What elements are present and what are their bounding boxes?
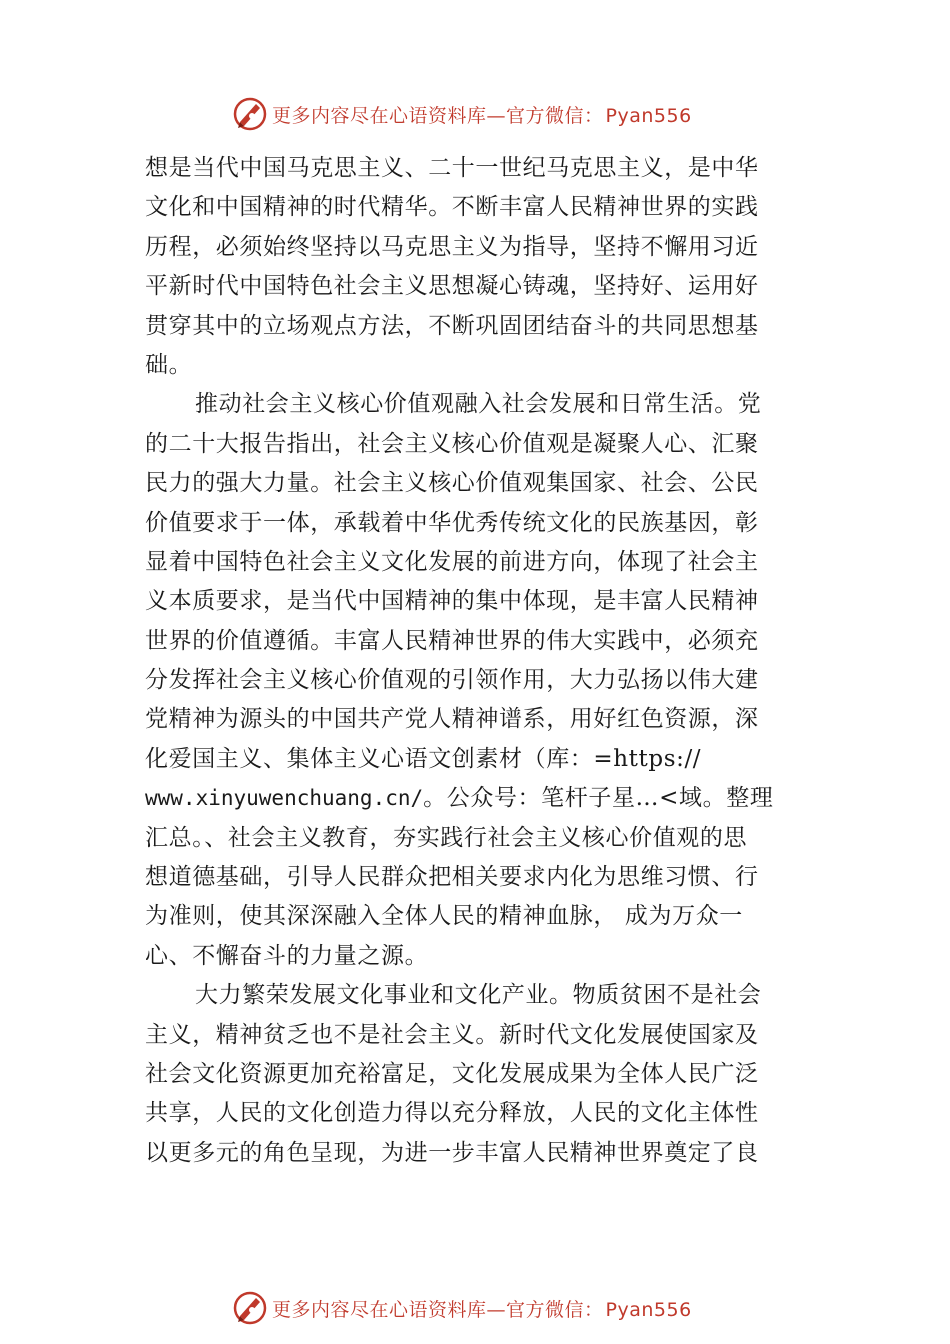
footer-banner-wechat-label: 官方微信： [506, 1298, 604, 1321]
text-line-url [145, 779, 810, 818]
url-text: www.xinyuwenchuang.cn/ [145, 786, 424, 811]
text-line: 为准则，使其深深融入全体人民的精神血脉， 成为万众一 [145, 903, 743, 930]
text-line: 化爱国主义、集体主义心语文创素材（库：=https:// [145, 745, 702, 772]
header-banner [232, 96, 732, 132]
text-line: 显着中国特色社会主义文化发展的前进方向，体现了社会主 [145, 548, 759, 575]
text-line: 分发挥社会主义核心价值观的引领作用，大力弘扬以伟大建 [145, 667, 759, 694]
text-line: 想是当代中国马克思主义、二十一世纪马克思主义，是中华 [145, 155, 759, 181]
text-line: 价值要求于一体，承载着中华优秀传统文化的民族基因，彰 [145, 509, 759, 536]
footer-banner-main: 更多内容尽在心语资料库 [272, 1298, 487, 1321]
text-line: 础。 [145, 351, 193, 378]
text-line: 汇总。、社会主义教育，夯实践行社会主义核心价值观的思 [145, 824, 748, 851]
text-line: 历程，必须始终坚持以马克思主义为指导，坚持不懈用习近 [145, 233, 759, 260]
text-line: 心、不懈奋斗的力量之源。 [145, 942, 429, 969]
text-line: 党精神为源头的中国共产党人精神谱系，用好红色资源，深 [145, 706, 759, 733]
text-line: 义本质要求，是当代中国精神的集中体现，是丰富人民精神 [145, 588, 759, 615]
text-line: 共享，人民的文化创造力得以充分释放，人民的文化主体性 [145, 1100, 759, 1127]
header-banner-wechat-id: Pyan556 [605, 104, 692, 127]
text-line: 主义，精神贫乏也不是社会主义。新时代文化发展使国家及 [145, 1021, 759, 1048]
header-banner-text [272, 101, 692, 128]
text-line: 的二十大报告指出，社会主义核心价值观是凝聚人心、汇聚 [145, 430, 759, 457]
footer-banner-text [272, 1295, 692, 1322]
footer-banner-dash: — [486, 1298, 507, 1321]
header-banner-dash: — [486, 104, 507, 127]
document-body [145, 149, 810, 1173]
text-line: 社会文化资源更加充裕富足，文化发展成果为全体人民广泛 [145, 1060, 759, 1087]
footer-banner [232, 1290, 732, 1326]
text-line: 以更多元的角色呈现，为进一步丰富人民精神世界奠定了良 [145, 1139, 759, 1166]
text-line: 贯穿其中的立场观点方法，不断巩固团结奋斗的共同思想基 [145, 312, 759, 339]
text-line: 平新时代中国特色社会主义思想凝心铸魂，坚持好、运用好 [145, 273, 759, 300]
text-line: 文化和中国精神的时代精华。不断丰富人民精神世界的实践 [145, 194, 759, 221]
text-line: 想道德基础，引导人民群众把相关要求内化为思维习惯、行 [145, 864, 759, 891]
text-line: 世界的价值遵循。丰富人民精神世界的伟大实践中，必须充 [145, 627, 759, 654]
header-banner-wechat-label: 官方微信： [506, 104, 604, 127]
pen-logo-icon [232, 96, 268, 132]
footer-banner-wechat-id: Pyan556 [605, 1298, 692, 1321]
pen-logo-icon [232, 1290, 268, 1326]
text-line: 民力的强大力量。社会主义核心价值观集国家、社会、公民 [145, 470, 759, 497]
header-banner-main: 更多内容尽在心语资料库 [272, 104, 487, 127]
url-tail-text: 。公众号：笔杆子星…<域。整理 [423, 785, 774, 812]
paragraph-start-line: 推动社会主义核心价值观融入社会发展和日常生活。党 [195, 391, 762, 418]
paragraph-start-line: 大力繁荣发展文化事业和文化产业。物质贫困不是社会 [195, 982, 762, 1009]
